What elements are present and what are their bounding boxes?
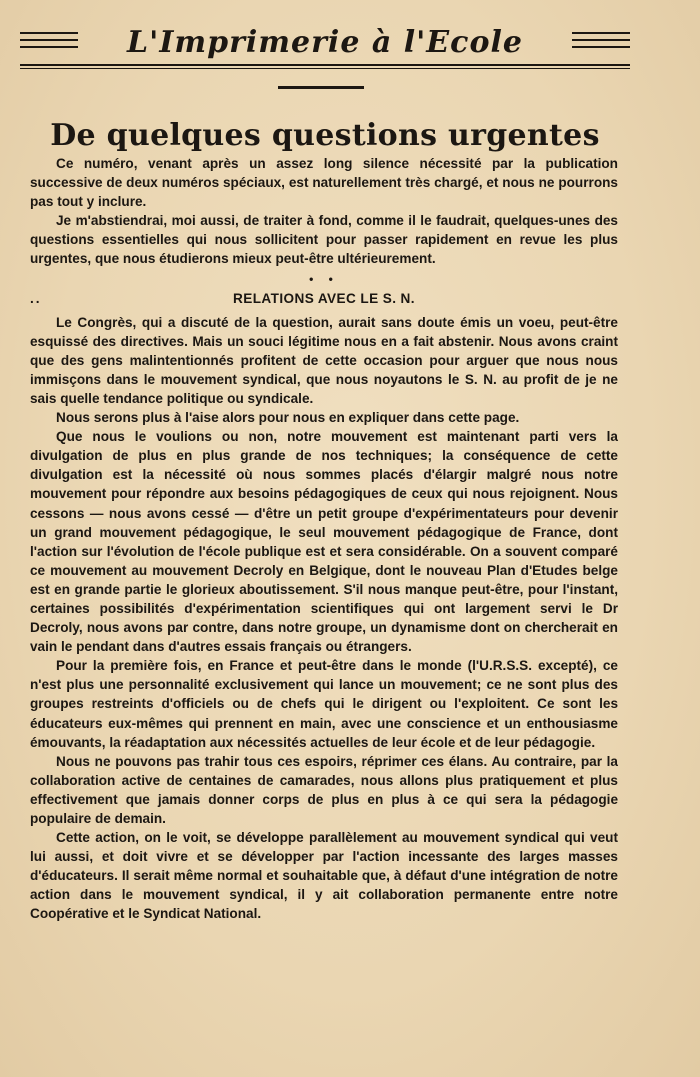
masthead [20,22,630,68]
intro-paragraph: Je m'abstiendrai, moi aussi, de traiter à fond, comme il le faudrait, quelques-unes des questions essentielles qui nous sollicitent pour passer rapidement en revue les plus urgentes, que nous étudierons mieux peut-être ultérieurement. [30,213,618,267]
body-paragraph: Pour la première fois, en France et peut-être dans le monde (l'U.R.S.S. excepté), ce n'est plus une personnalité exclusivement qui lance un mouvement; ce ne sont plus des groupes restreints d'officiels ou de chefs qui le dirigent ou l'exploitent. Ce sont les éducateurs eux-mêmes qui prennent en main, avec une conscience et un enthousiasme émouvants, la réadaptation aux nécessités actuelles de leur école et de leur pédagogie. [30,658,618,750]
journal-title: L'Imprimerie à l'Ecole [127,25,523,60]
body-paragraph: Nous ne pouvons pas trahir tous ces espoirs, réprimer ces élans. Au contraire, par la collaboration active de centaines de camarades, nous allons plus pratiquement et plus effectivement que jamais donner corps de plus en plus à ce qui sera la pédagogie populaire de demain. [30,753,618,826]
heading-lead-dots: .. [30,290,42,306]
masthead-rule-left [20,32,78,53]
section-heading: RELATIONS AVEC LE S. N. [233,290,415,306]
section-heading-row [30,289,618,309]
article-body [30,154,618,924]
masthead-underline-thin [20,68,630,69]
masthead-underline [20,64,630,66]
body-paragraph: Nous serons plus à l'aise alors pour nous en expliquer dans cette page. [56,410,520,426]
title-accent-bar [278,86,364,89]
body-paragraph: Que nous le voulions ou non, notre mouvement est maintenant parti vers la divulgation de plus en plus grande de nos techniques; la conséquence de cette divulgation est la nécessité où nous sommes placés d'élargir malgré nous notre mouvement pour répondre aux besoins pédagogiques de ceux qui nous rejoignent. Nous cessons — nous avons cessé — d'être un petit groupe d'expérimentateurs pour devenir un grand mouvement pédagogique, le seul mouvement pédagogique de France, dont l'action sur l'évolution de l'école publique est et sera considérable. On a souvent comparé ce mouvement au mouvement Decroly en Belgique, dont le nouveau Plan d'Etudes belge est en grande partie le glorieux aboutissement. S'il nous manque peut-être, pour l'instant, certaines possibilités d'expérimentation scientifiques qui ont largement servi le Dr Decroly, nous avons par contre, dans notre groupe, un dynamisme dont on chercherait en vain le pendant dans d'autres essais français ou étrangers. [30,429,618,655]
body-paragraph: Le Congrès, qui a discuté de la question, aurait sans doute émis un voeu, peut-être esquissé des directives. Mais un souci légitime nous en a fait abstenir. Nous avons craint que des gens malintentionnés profitent de cette occasion pour arguer que nous nous immisçons dans le mouvement syndical, que nous noyautons le S. N. au profit de je ne sais quelle tendance politique ou syndicale. [30,314,618,406]
section-separator: • • [309,271,339,286]
intro-paragraph: Ce numéro, venant après un assez long silence nécessité par la publication successive de deux numéros spéciaux, est naturellement très chargé, et nous ne pourrons pas tout y inclure. [30,156,618,210]
body-paragraph: Cette action, on le voit, se développe parallèlement au mouvement syndical qui veut lui aussi, et doit vivre et se développer par l'action incessante des larges masses d'éducateurs. Il serait même normal et souhaitable que, à défaut d'une intégration de notre action dans le mouvement syndical, il y ait collaboration permanente entre notre Coopérative et le Syndicat National. [30,830,618,922]
masthead-rule-right [572,32,630,53]
article-title: De quelques questions urgentes [50,118,600,154]
